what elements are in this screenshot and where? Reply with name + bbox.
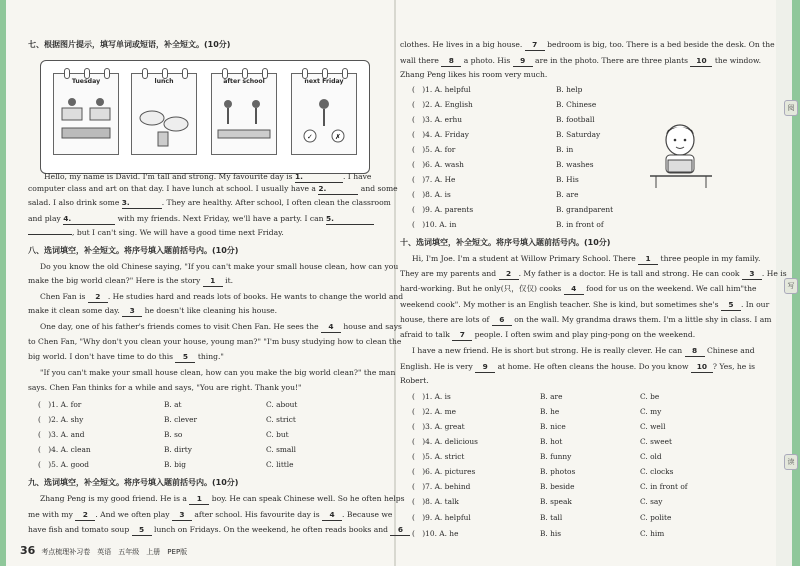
q10-l4: weekend cook". My mother is an English teacher. She is kind, but sometimes she's 5 . In our [400,300,770,309]
q9-r3: Zhang Peng likes his room very much. [400,70,548,79]
q9-opt-2[interactable]: ( )2. A. English [412,100,473,109]
q8-opt-3[interactable]: ( )3. A. and [38,430,85,439]
q8-opt-1[interactable]: ( )1. A. for [38,400,82,409]
q9-opt-4[interactable]: ( )4. A. Friday [412,130,469,139]
q8-opt-4[interactable]: ( )4. A. clean [38,445,91,454]
q10-opt-10-b[interactable]: B. his [540,529,562,538]
q10-opt-8-c[interactable]: C. say [640,497,663,506]
q10-l5: house, there are lots of 6 on the wall. My grandma draws them. I'm a little shy in class. I am [400,315,772,324]
q10-opt-3-c[interactable]: C. well [640,422,666,431]
q10-l1: Hi, I'm Joe. I'm a student at Willow Primary School. There 1 three people in my family. [412,254,761,263]
q10-opt-1[interactable]: ( )1. A. is [412,392,451,401]
q9-opt-10-b[interactable]: B. in front of [556,220,604,229]
q8-p3a: One day, one of his father's friends comes to visit Chen Fan. He sees the 4 house and says [40,322,402,331]
q10-title: 十、选词填空，补全短文。将序号填入题前括号内。(10分) [400,238,611,247]
card-lunch [131,73,197,155]
card-label: after school [223,78,265,85]
q10-opt-1-c[interactable]: C. be [640,392,660,401]
q8-opt-4-c[interactable]: C. small [266,445,297,454]
q8-opt-4-b[interactable]: B. dirty [164,445,192,454]
q8-p4a: "If you can't make your small house clean, how can you make the big world clean?" the man [40,368,396,377]
q8-p2c: make it clean some day. 3 he doesn't like cleaning his house. [28,306,278,315]
q10-l9: Robert. [400,376,429,385]
q8-opt-5-b[interactable]: B. big [164,460,186,469]
page-footer [20,544,187,557]
q10-opt-8-b[interactable]: B. speak [540,497,572,506]
q9-opt-8-b[interactable]: B. are [556,190,579,199]
q10-opt-7-c[interactable]: C. in front of [640,482,688,491]
q10-opt-6[interactable]: ( )6. A. pictures [412,467,476,476]
lunch-icon [132,74,196,154]
q9-opt-10[interactable]: ( )10. A. in [412,220,457,229]
classroom-icon [54,74,118,154]
q10-opt-2[interactable]: ( )2. A. me [412,407,456,416]
page-number: 36 [20,544,36,557]
footer-text: 考点梳理补习卷 英语 五年级 上册 PEP版 [41,548,188,556]
q8-opt-1-b[interactable]: B. at [164,400,182,409]
q10-opt-9-b[interactable]: B. tall [540,513,563,522]
q10-opt-3[interactable]: ( )3. A. great [412,422,465,431]
q9-opt-9[interactable]: ( )9. A. parents [412,205,474,214]
q8-p3c: to Chen Fan, "Why don't you clean your house, young man?" "I'm busy studying how to clean the [28,337,402,346]
q9-r1: clothes. He lives in a big house. 7 bedroom is big, too. There is a bed beside the desk. On the [400,40,775,49]
q8-opt-3-c[interactable]: C. but [266,430,289,439]
q10-l3: hard-working. But he only(只，仅仅) cooks 4 food for us on the weekend. We call him"the [400,284,757,293]
card-label: next Friday [304,78,344,85]
q9-l3: have fish and tomato soup 5 lunch on Fridays. On the weekend, he often reads books and 6 [28,525,410,536]
q9-opt-3[interactable]: ( )3. A. erhu [412,115,463,124]
q8-opt-2-b[interactable]: B. clever [164,415,198,424]
q9-r2: wall there 8 a photo. His 9 are in the photo. There are three plants 10 the window. [400,56,761,65]
side-tab-reading[interactable]: 阅 [784,100,798,116]
cleaning-icon [212,74,276,154]
q8-opt-5-c[interactable]: C. little [266,460,294,469]
svg-text:✓: ✓ [307,133,313,141]
q9-opt-7-b[interactable]: B. His [556,175,579,184]
card-after-school [211,73,277,155]
q8-opt-3-b[interactable]: B. so [164,430,183,439]
q7-title: 七、根据图片提示，填写单词或短语，补全短文。(10分) [28,40,231,49]
side-tab-read[interactable]: 读 [784,454,798,470]
picture-panel [40,60,370,174]
q9-opt-3-b[interactable]: B. football [556,115,595,124]
q9-opt-5-b[interactable]: B. in [556,145,574,154]
q10-opt-8[interactable]: ( )8. A. talk [412,497,459,506]
q9-opt-8[interactable]: ( )8. A. is [412,190,451,199]
q10-opt-5-c[interactable]: C. old [640,452,662,461]
q9-opt-7[interactable]: ( )7. A. He [412,175,456,184]
q10-opt-5[interactable]: ( )5. A. strict [412,452,465,461]
q8-p1a: Do you know the old Chinese saying, "If you can't make your small house clean, how can you [40,262,399,271]
card-label: Tuesday [71,78,101,85]
q8-p3d: big world. I don't have time to do this 5 thing." [28,352,224,361]
q10-opt-3-b[interactable]: B. nice [540,422,566,431]
q8-opt-2[interactable]: ( )2. A. shy [38,415,84,424]
svg-text:✗: ✗ [335,133,341,141]
q7-line-4: and play 4. with my friends. Next Friday, we'll have a party. I can 5. [28,214,374,225]
card-tuesday [53,73,119,155]
q10-opt-7[interactable]: ( )7. A. behind [412,482,471,491]
q9-opt-9-b[interactable]: B. grandparent [556,205,614,214]
q9-title: 九、选词填空，补全短文。将序号填入题前括号内。(10分) [28,478,239,487]
card-next-friday [291,73,357,155]
q10-opt-4-c[interactable]: C. sweet [640,437,672,446]
q10-l7: I have a new friend. He is short but strong. He is really clever. He can 8 Chinese and [412,346,755,355]
q9-opt-2-b[interactable]: B. Chinese [556,100,597,109]
q10-opt-6-c[interactable]: C. clocks [640,467,674,476]
q10-opt-10[interactable]: ( )10. A. he [412,529,459,538]
q10-opt-6-b[interactable]: B. photos [540,467,576,476]
q10-opt-7-b[interactable]: B. beside [540,482,575,491]
side-tab-writing[interactable]: 写 [784,278,798,294]
q9-opt-5[interactable]: ( )5. A. for [412,145,456,154]
q9-opt-1[interactable]: ( )1. A. helpful [412,85,471,94]
q8-p4b: says. Chen Fan thinks for a while and says, "You are right. Thank you!" [28,383,302,392]
q9-opt-6-b[interactable]: B. washes [556,160,594,169]
q10-opt-4-b[interactable]: B. hot [540,437,563,446]
q8-opt-2-c[interactable]: C. strict [266,415,296,424]
q7-line-5: , but I can't sing. We will have a good time next Friday. [28,228,284,238]
card-label: lunch [154,78,174,85]
q9-l2: me with my 2 . And we often play 3 after school. His favourite day is 4 . Because we [28,510,393,519]
q9-l1: Zhang Peng is my good friend. He is a 1 boy. He can speak Chinese well. So he often helps [40,494,405,503]
q10-l2: They are my parents and 2 . My father is a doctor. He is tall and strong. He can cook 3 . He is [400,269,787,278]
q10-opt-10-c[interactable]: C. him [640,529,665,538]
q7-line-2: computer class and art on that day. I have lunch at school. I usually have a 2. and some [28,184,398,193]
q10-opt-4[interactable]: ( )4. A. delicious [412,437,478,446]
q10-l6: afraid to talk 7 people. I often swim and play ping-pong on the weekend. [400,330,696,339]
singing-icon [292,74,356,154]
q10-opt-9[interactable]: ( )9. A. helpful [412,513,471,522]
q10-l8: English. He is very 9 at home. He often cleans the house. Do you know 10 ? Yes, he is [400,362,756,371]
q10-opt-2-c[interactable]: C. my [640,407,662,416]
boy-reading-illustration [646,118,716,190]
q8-opt-5[interactable]: ( )5. A. good [38,460,89,469]
q8-p1b: make the big world clean?" Here is the story 1 it. [28,276,234,285]
q8-title: 八、选词填空，补全短文。将序号填入题前括号内。(10分) [28,246,239,255]
q10-opt-9-c[interactable]: C. polite [640,513,672,522]
q10-opt-5-b[interactable]: B. funny [540,452,572,461]
page-gutter [394,0,396,566]
q7-line-1: Hello, my name is David. I'm tall and strong. My favourite day is 1. . I have [44,172,372,181]
q10-opt-1-b[interactable]: B. are [540,392,563,401]
q7-line-3: salad. I also drink some 3. . They are healthy. After school, I often clean the classroom [28,198,391,207]
q9-opt-6[interactable]: ( )6. A. wash [412,160,464,169]
q8-p2a: Chen Fan is 2 . He studies hard and reads lots of books. He wants to change the world and [40,292,404,301]
q9-opt-1-b[interactable]: B. help [556,85,583,94]
q10-opt-2-b[interactable]: B. he [540,407,560,416]
q8-opt-1-c[interactable]: C. about [266,400,298,409]
q9-opt-4-b[interactable]: B. Saturday [556,130,601,139]
